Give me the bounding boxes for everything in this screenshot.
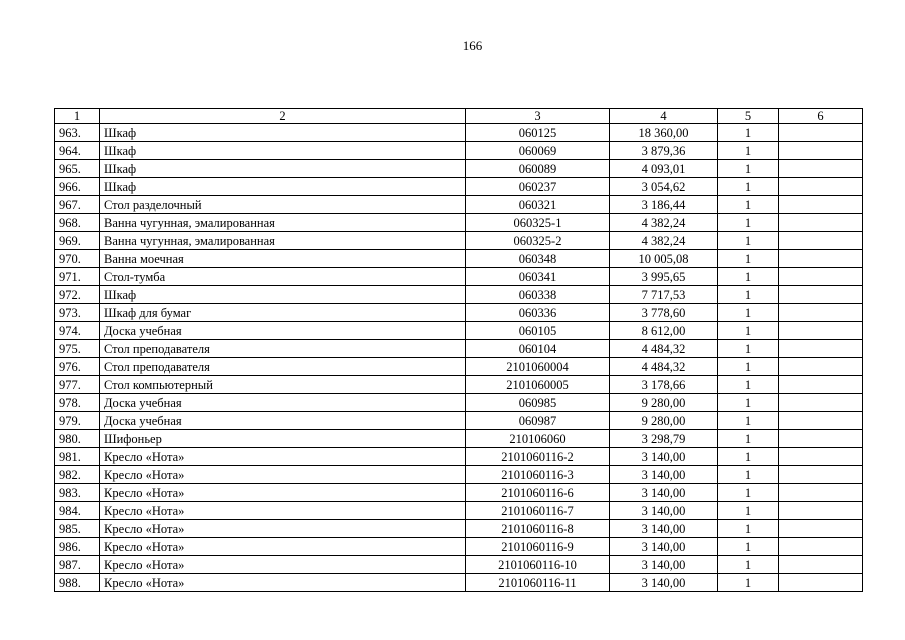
header-cell-2: 2 bbox=[100, 109, 466, 124]
cost-cell: 3 140,00 bbox=[610, 574, 718, 592]
table-row bbox=[55, 268, 863, 286]
cost-cell: 3 879,36 bbox=[610, 142, 718, 160]
quantity-cell: 1 bbox=[718, 124, 779, 142]
table-row bbox=[55, 484, 863, 502]
inventory-code-cell: 060321 bbox=[466, 196, 610, 214]
row-number-cell: 967. bbox=[55, 196, 100, 214]
table-row bbox=[55, 556, 863, 574]
table-row bbox=[55, 520, 863, 538]
cost-cell: 3 054,62 bbox=[610, 178, 718, 196]
table-row bbox=[55, 448, 863, 466]
item-name-cell: Доска учебная bbox=[100, 322, 466, 340]
row-number-cell: 981. bbox=[55, 448, 100, 466]
item-name-cell: Шкаф для бумаг bbox=[100, 304, 466, 322]
cost-cell: 3 298,79 bbox=[610, 430, 718, 448]
row-number-cell: 974. bbox=[55, 322, 100, 340]
header-cell-1: 1 bbox=[55, 109, 100, 124]
row-number-cell: 987. bbox=[55, 556, 100, 574]
cost-cell: 3 140,00 bbox=[610, 538, 718, 556]
note-cell bbox=[779, 538, 863, 556]
cost-cell: 9 280,00 bbox=[610, 412, 718, 430]
note-cell bbox=[779, 124, 863, 142]
table-row bbox=[55, 232, 863, 250]
cost-cell: 3 140,00 bbox=[610, 448, 718, 466]
cost-cell: 3 995,65 bbox=[610, 268, 718, 286]
inventory-code-cell: 060125 bbox=[466, 124, 610, 142]
cost-cell: 9 280,00 bbox=[610, 394, 718, 412]
inventory-code-cell: 2101060116-11 bbox=[466, 574, 610, 592]
inventory-code-cell: 060104 bbox=[466, 340, 610, 358]
item-name-cell: Ванна чугунная, эмалированная bbox=[100, 214, 466, 232]
row-number-cell: 969. bbox=[55, 232, 100, 250]
cost-cell: 4 484,32 bbox=[610, 340, 718, 358]
item-name-cell: Шкаф bbox=[100, 178, 466, 196]
quantity-cell: 1 bbox=[718, 448, 779, 466]
item-name-cell: Стол компьютерный bbox=[100, 376, 466, 394]
table-body bbox=[55, 109, 863, 592]
row-number-cell: 971. bbox=[55, 268, 100, 286]
inventory-code-cell: 060325-1 bbox=[466, 214, 610, 232]
cost-cell: 3 140,00 bbox=[610, 556, 718, 574]
note-cell bbox=[779, 214, 863, 232]
item-name-cell: Шкаф bbox=[100, 142, 466, 160]
item-name-cell: Шкаф bbox=[100, 286, 466, 304]
item-name-cell: Кресло «Нота» bbox=[100, 538, 466, 556]
quantity-cell: 1 bbox=[718, 286, 779, 304]
cost-cell: 18 360,00 bbox=[610, 124, 718, 142]
note-cell bbox=[779, 484, 863, 502]
quantity-cell: 1 bbox=[718, 142, 779, 160]
item-name-cell: Кресло «Нота» bbox=[100, 520, 466, 538]
table-row bbox=[55, 178, 863, 196]
note-cell bbox=[779, 502, 863, 520]
header-cell-6: 6 bbox=[779, 109, 863, 124]
item-name-cell: Кресло «Нота» bbox=[100, 484, 466, 502]
table-row bbox=[55, 574, 863, 592]
item-name-cell: Шифоньер bbox=[100, 430, 466, 448]
cost-cell: 4 484,32 bbox=[610, 358, 718, 376]
cost-cell: 3 140,00 bbox=[610, 466, 718, 484]
note-cell bbox=[779, 448, 863, 466]
table-row bbox=[55, 160, 863, 178]
note-cell bbox=[779, 574, 863, 592]
note-cell bbox=[779, 358, 863, 376]
quantity-cell: 1 bbox=[718, 322, 779, 340]
table-row bbox=[55, 394, 863, 412]
row-number-cell: 983. bbox=[55, 484, 100, 502]
cost-cell: 3 178,66 bbox=[610, 376, 718, 394]
note-cell bbox=[779, 412, 863, 430]
quantity-cell: 1 bbox=[718, 196, 779, 214]
table-row bbox=[55, 358, 863, 376]
note-cell bbox=[779, 322, 863, 340]
item-name-cell: Кресло «Нота» bbox=[100, 502, 466, 520]
table-row bbox=[55, 502, 863, 520]
table-row bbox=[55, 466, 863, 484]
quantity-cell: 1 bbox=[718, 250, 779, 268]
item-name-cell: Стол преподавателя bbox=[100, 358, 466, 376]
note-cell bbox=[779, 178, 863, 196]
inventory-code-cell: 060341 bbox=[466, 268, 610, 286]
item-name-cell: Стол-тумба bbox=[100, 268, 466, 286]
quantity-cell: 1 bbox=[718, 232, 779, 250]
note-cell bbox=[779, 142, 863, 160]
quantity-cell: 1 bbox=[718, 178, 779, 196]
row-number-cell: 976. bbox=[55, 358, 100, 376]
row-number-cell: 986. bbox=[55, 538, 100, 556]
cost-cell: 4 382,24 bbox=[610, 214, 718, 232]
quantity-cell: 1 bbox=[718, 484, 779, 502]
quantity-cell: 1 bbox=[718, 268, 779, 286]
table-row bbox=[55, 196, 863, 214]
row-number-cell: 968. bbox=[55, 214, 100, 232]
item-name-cell: Шкаф bbox=[100, 124, 466, 142]
row-number-cell: 977. bbox=[55, 376, 100, 394]
quantity-cell: 1 bbox=[718, 394, 779, 412]
inventory-code-cell: 060069 bbox=[466, 142, 610, 160]
note-cell bbox=[779, 304, 863, 322]
quantity-cell: 1 bbox=[718, 430, 779, 448]
item-name-cell: Ванна моечная bbox=[100, 250, 466, 268]
quantity-cell: 1 bbox=[718, 376, 779, 394]
inventory-code-cell: 060336 bbox=[466, 304, 610, 322]
item-name-cell: Кресло «Нота» bbox=[100, 448, 466, 466]
row-number-cell: 988. bbox=[55, 574, 100, 592]
note-cell bbox=[779, 196, 863, 214]
row-number-cell: 975. bbox=[55, 340, 100, 358]
inventory-code-cell: 060348 bbox=[466, 250, 610, 268]
inventory-code-cell: 2101060116-7 bbox=[466, 502, 610, 520]
row-number-cell: 982. bbox=[55, 466, 100, 484]
inventory-code-cell: 060338 bbox=[466, 286, 610, 304]
quantity-cell: 1 bbox=[718, 466, 779, 484]
quantity-cell: 1 bbox=[718, 358, 779, 376]
inventory-code-cell: 2101060116-6 bbox=[466, 484, 610, 502]
inventory-code-cell: 060089 bbox=[466, 160, 610, 178]
inventory-code-cell: 210106060 bbox=[466, 430, 610, 448]
item-name-cell: Стол преподавателя bbox=[100, 340, 466, 358]
cost-cell: 4 093,01 bbox=[610, 160, 718, 178]
item-name-cell: Доска учебная bbox=[100, 412, 466, 430]
page-number: 166 bbox=[462, 38, 483, 53]
table-row bbox=[55, 376, 863, 394]
table-header-row bbox=[55, 109, 863, 124]
cost-cell: 4 382,24 bbox=[610, 232, 718, 250]
table-row bbox=[55, 214, 863, 232]
quantity-cell: 1 bbox=[718, 160, 779, 178]
note-cell bbox=[779, 430, 863, 448]
row-number-cell: 972. bbox=[55, 286, 100, 304]
item-name-cell: Ванна чугунная, эмалированная bbox=[100, 232, 466, 250]
table-row bbox=[55, 286, 863, 304]
row-number-cell: 965. bbox=[55, 160, 100, 178]
cost-cell: 8 612,00 bbox=[610, 322, 718, 340]
inventory-code-cell: 2101060005 bbox=[466, 376, 610, 394]
inventory-code-cell: 060237 bbox=[466, 178, 610, 196]
row-number-cell: 980. bbox=[55, 430, 100, 448]
note-cell bbox=[779, 556, 863, 574]
item-name-cell: Кресло «Нота» bbox=[100, 574, 466, 592]
quantity-cell: 1 bbox=[718, 340, 779, 358]
row-number-cell: 964. bbox=[55, 142, 100, 160]
table-row bbox=[55, 250, 863, 268]
inventory-code-cell: 060987 bbox=[466, 412, 610, 430]
cost-cell: 3 186,44 bbox=[610, 196, 718, 214]
note-cell bbox=[779, 286, 863, 304]
note-cell bbox=[779, 520, 863, 538]
note-cell bbox=[779, 394, 863, 412]
item-name-cell: Шкаф bbox=[100, 160, 466, 178]
table-row bbox=[55, 340, 863, 358]
row-number-cell: 985. bbox=[55, 520, 100, 538]
quantity-cell: 1 bbox=[718, 574, 779, 592]
note-cell bbox=[779, 250, 863, 268]
header-cell-5: 5 bbox=[718, 109, 779, 124]
table-row bbox=[55, 142, 863, 160]
inventory-code-cell: 2101060116-3 bbox=[466, 466, 610, 484]
quantity-cell: 1 bbox=[718, 538, 779, 556]
item-name-cell: Доска учебная bbox=[100, 394, 466, 412]
note-cell bbox=[779, 466, 863, 484]
inventory-code-cell: 2101060116-10 bbox=[466, 556, 610, 574]
cost-cell: 3 778,60 bbox=[610, 304, 718, 322]
cost-cell: 3 140,00 bbox=[610, 502, 718, 520]
inventory-code-cell: 060985 bbox=[466, 394, 610, 412]
quantity-cell: 1 bbox=[718, 214, 779, 232]
inventory-code-cell: 2101060116-2 bbox=[466, 448, 610, 466]
quantity-cell: 1 bbox=[718, 412, 779, 430]
inventory-code-cell: 060105 bbox=[466, 322, 610, 340]
row-number-cell: 973. bbox=[55, 304, 100, 322]
table-row bbox=[55, 304, 863, 322]
inventory-code-cell: 2101060116-8 bbox=[466, 520, 610, 538]
quantity-cell: 1 bbox=[718, 556, 779, 574]
table-row bbox=[55, 124, 863, 142]
cost-cell: 3 140,00 bbox=[610, 520, 718, 538]
header-cell-4: 4 bbox=[610, 109, 718, 124]
table-row bbox=[55, 322, 863, 340]
cost-cell: 10 005,08 bbox=[610, 250, 718, 268]
note-cell bbox=[779, 340, 863, 358]
cost-cell: 3 140,00 bbox=[610, 484, 718, 502]
inventory-code-cell: 2101060116-9 bbox=[466, 538, 610, 556]
inventory-code-cell: 060325-2 bbox=[466, 232, 610, 250]
cost-cell: 7 717,53 bbox=[610, 286, 718, 304]
inventory-table bbox=[54, 108, 863, 592]
note-cell bbox=[779, 268, 863, 286]
note-cell bbox=[779, 160, 863, 178]
row-number-cell: 979. bbox=[55, 412, 100, 430]
row-number-cell: 970. bbox=[55, 250, 100, 268]
item-name-cell: Кресло «Нота» bbox=[100, 556, 466, 574]
row-number-cell: 978. bbox=[55, 394, 100, 412]
note-cell bbox=[779, 376, 863, 394]
header-cell-3: 3 bbox=[466, 109, 610, 124]
row-number-cell: 966. bbox=[55, 178, 100, 196]
row-number-cell: 984. bbox=[55, 502, 100, 520]
quantity-cell: 1 bbox=[718, 502, 779, 520]
quantity-cell: 1 bbox=[718, 520, 779, 538]
inventory-code-cell: 2101060004 bbox=[466, 358, 610, 376]
item-name-cell: Стол разделочный bbox=[100, 196, 466, 214]
table-row bbox=[55, 412, 863, 430]
row-number-cell: 963. bbox=[55, 124, 100, 142]
table-row bbox=[55, 430, 863, 448]
note-cell bbox=[779, 232, 863, 250]
table-row bbox=[55, 538, 863, 556]
item-name-cell: Кресло «Нота» bbox=[100, 466, 466, 484]
quantity-cell: 1 bbox=[718, 304, 779, 322]
